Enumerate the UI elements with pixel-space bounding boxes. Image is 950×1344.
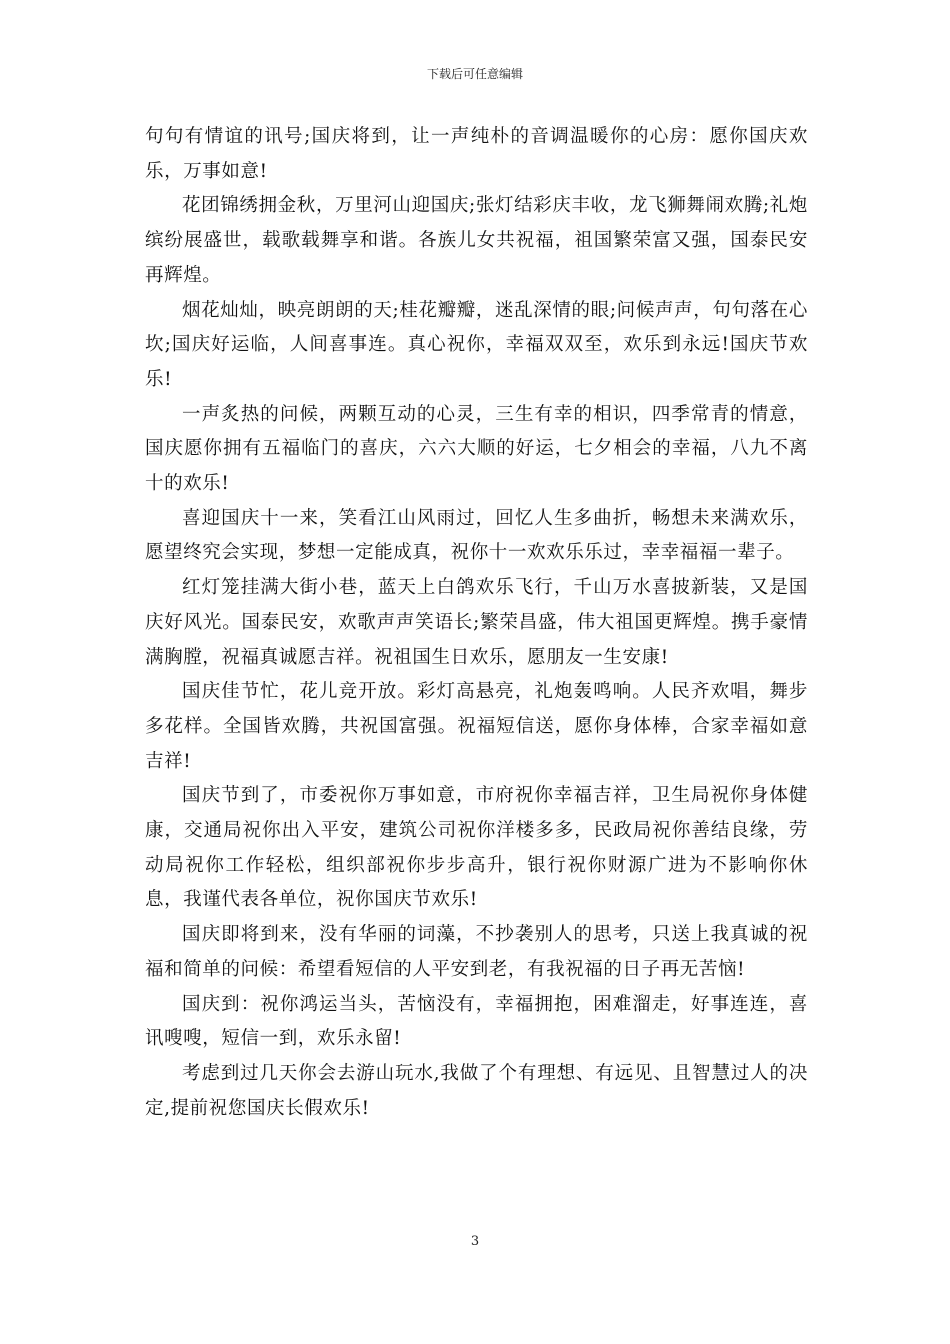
- paragraph: 烟花灿灿，映亮朗朗的天;桂花瓣瓣，迷乱深情的眼;问候声声，句句落在心坎;国庆好运临，人间喜事连。真心祝你，幸福双双至，欢乐到永远!国庆节欢乐!: [145, 299, 808, 390]
- paragraph: 花团锦绣拥金秋，万里河山迎国庆;张灯结彩庆丰收，龙飞狮舞闹欢腾;礼炮缤纷展盛世，载歌载舞享和谐。各族儿女共祝福，祖国繁荣富又强，国泰民安再辉煌。: [145, 195, 808, 286]
- page-number: 3: [470, 1234, 480, 1249]
- document-body: [145, 120, 808, 1126]
- paragraph: 国庆即将到来，没有华丽的词藻，不抄袭别人的思考，只送上我真诚的祝福和简单的问候：希望看短信的人平安到老，有我祝福的日子再无苦恼!: [145, 924, 808, 980]
- paragraph: 考虑到过几天你会去游山玩水,我做了个有理想、有远见、且智慧过人的决定,提前祝您国庆长假欢乐!: [145, 1062, 808, 1119]
- page-header: 下载后可任意编辑: [426, 67, 523, 81]
- paragraph: 国庆佳节忙，花儿竞开放。彩灯高悬亮，礼炮轰鸣响。人民齐欢唱，舞步多花样。全国皆欢腾，共祝国富强。祝福短信送，愿你身体棒，合家幸福如意吉祥!: [145, 681, 808, 772]
- paragraph-continued: 句句有情谊的讯号;国庆将到，让一声纯朴的音调温暖你的心房：愿你国庆欢乐，万事如意!: [145, 126, 808, 182]
- paragraph: 喜迎国庆十一来，笑看江山风雨过，回忆人生多曲折，畅想未来满欢乐，愿望终究会实现，梦想一定能成真，祝你十一欢欢乐乐过，幸幸福福一辈子。: [145, 507, 808, 564]
- paragraph: 国庆节到了，市委祝你万事如意，市府祝你幸福吉祥，卫生局祝你身体健康，交通局祝你出入平安，建筑公司祝你洋楼多多，民政局祝你善结良缘，劳动局祝你工作轻松，组织部祝你步步高升，银行祝你财源广进为不影响你休息，我谨代表各单位，祝你国庆节欢乐!: [145, 785, 808, 911]
- paragraph: 一声炙热的问候，两颗互动的心灵，三生有幸的相识，四季常青的情意，国庆愿你拥有五福临门的喜庆，六六大顺的好运，七夕相会的幸福，八九不离十的欢乐!: [145, 403, 808, 495]
- paragraph: 红灯笼挂满大街小巷，蓝天上白鸽欢乐飞行，千山万水喜披新装，又是国庆好风光。国泰民安，欢歌声声笑语长;繁荣昌盛，伟大祖国更辉煌。携手豪情满胸膛，祝福真诚愿吉祥。祝祖国生日欢乐，愿朋友一生安康!: [145, 577, 808, 668]
- paragraph: 国庆到：祝你鸿运当头，苦恼没有，幸福拥抱，困难溜走，好事连连，喜讯嗖嗖，短信一到，欢乐永留!: [145, 993, 808, 1050]
